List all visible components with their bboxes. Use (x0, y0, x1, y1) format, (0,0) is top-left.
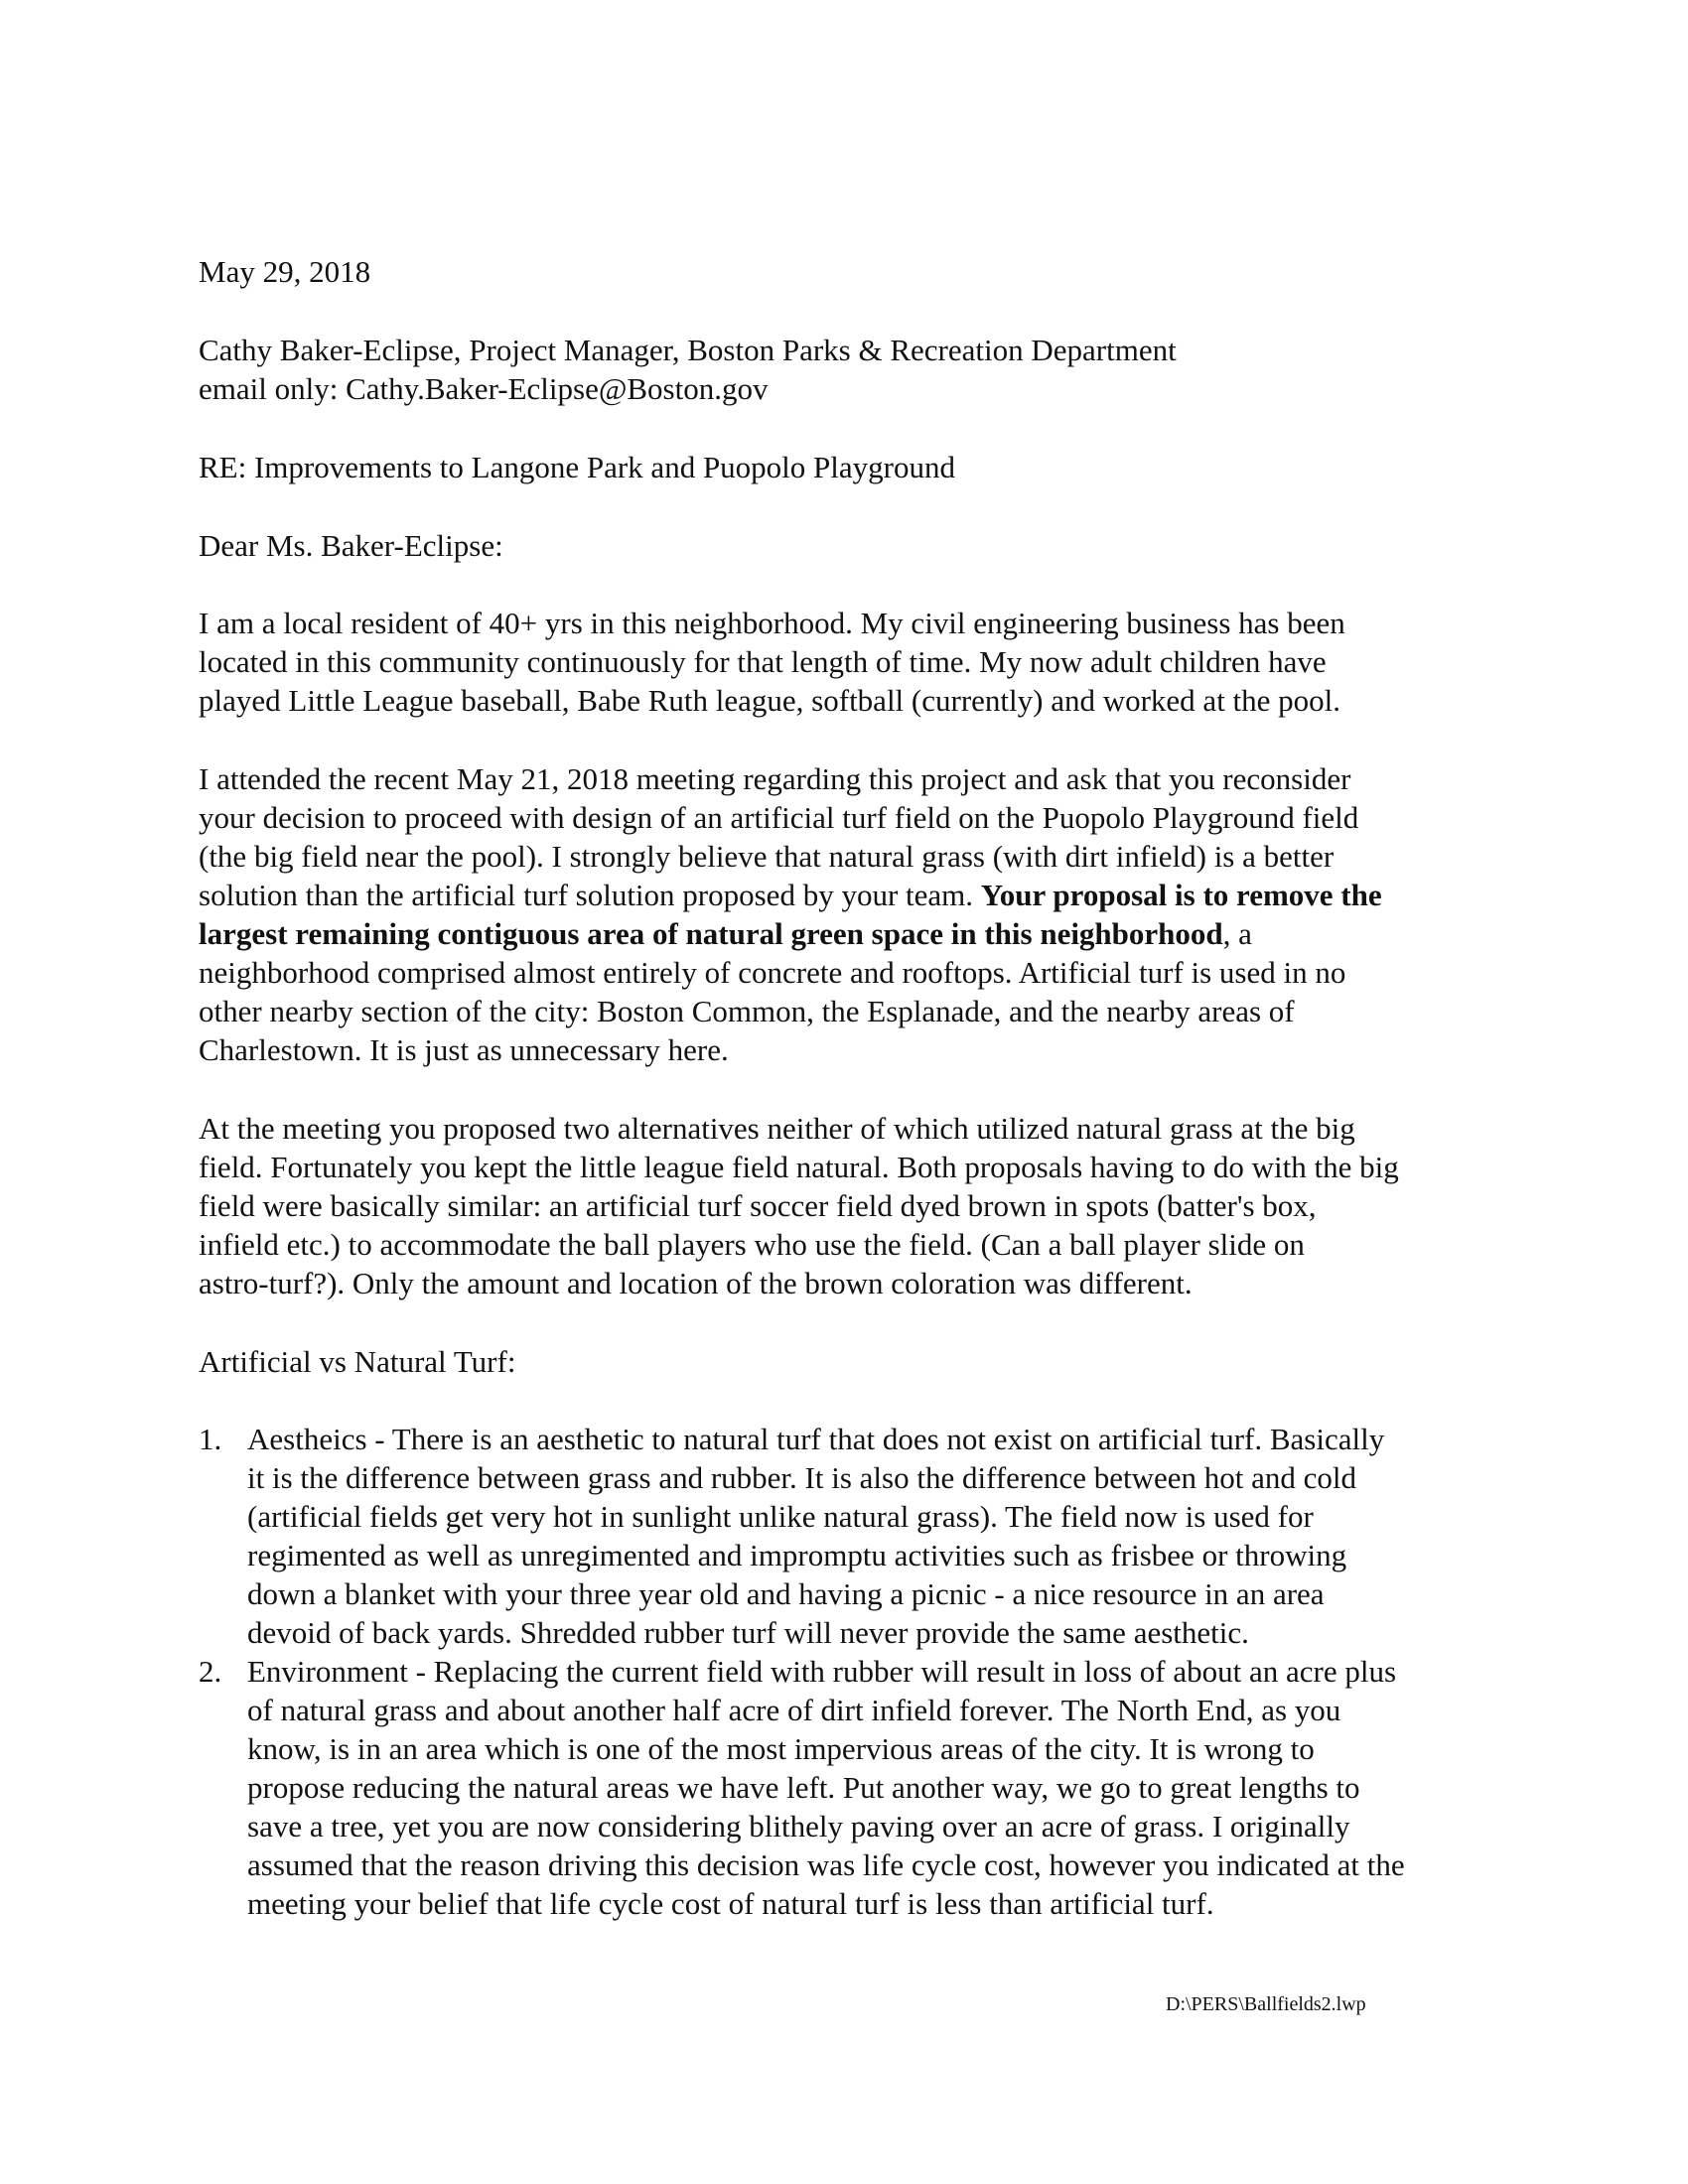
list-line: Environment - Replacing the current field with rubber will result in loss of about an acre plus (247, 1654, 1397, 1689)
paragraph-line: your decision to proceed with design of an artificial turf field on the Puopolo Playground field (199, 800, 1359, 835)
section-heading: Artificial vs Natural Turf: (199, 1344, 516, 1379)
paragraph-line: neighborhood comprised almost entirely of concrete and rooftops. Artificial turf is used in no (199, 955, 1346, 990)
list-line: meeting your belief that life cycle cost of natural turf is less than artificial turf. (247, 1886, 1214, 1921)
plain-text: solution than the artificial turf solution proposed by your team. (199, 878, 981, 912)
paragraph-line: I am a local resident of 40+ yrs in this neighborhood. My civil engineering business has been (199, 606, 1345, 640)
paragraph-line (199, 876, 1499, 914)
paragraph-line: Charlestown. It is just as unnecessary here. (199, 1032, 729, 1067)
paragraph-line (199, 914, 1499, 953)
paragraph-line: field were basically similar: an artificial turf soccer field dyed brown in spots (batter's box, (199, 1188, 1317, 1223)
paragraph-line: field. Fortunately you kept the little league field natural. Both proposals having to do with the big (199, 1150, 1399, 1184)
paragraph-line: infield etc.) to accommodate the ball players who use the field. (Can a ball player slide on (199, 1227, 1305, 1262)
letter-date: May 29, 2018 (199, 254, 371, 289)
paragraph-meeting (199, 759, 1499, 1069)
salutation: Dear Ms. Baker-Eclipse: (199, 528, 503, 563)
list-item (199, 1652, 1499, 1923)
subject-line: RE: Improvements to Langone Park and Puopolo Playground (199, 450, 955, 484)
list-line: propose reducing the natural areas we have left. Put another way, we go to great lengths to (247, 1770, 1360, 1805)
list-line: regimented as well as unregimented and impromptu activities such as frisbee or throwing (247, 1538, 1347, 1572)
emphasis-text: largest remaining contiguous area of natural green space in this neighborhood (199, 916, 1223, 951)
list-line: of natural grass and about another half acre of dirt infield forever. The North End, as you (247, 1693, 1341, 1727)
list-number: 1. (199, 1422, 222, 1456)
numbered-list (199, 1420, 1499, 1923)
list-line: know, is in an area which is one of the most impervious areas of the city. It is wrong to (247, 1731, 1315, 1766)
paragraph-intro (199, 604, 1499, 720)
paragraph-line: located in this community continuously for that length of time. My now adult children have (199, 644, 1327, 679)
list-line: assumed that the reason driving this decision was life cycle cost, however you indicated at the (247, 1847, 1405, 1882)
paragraph-line: At the meeting you proposed two alternatives neither of which utilized natural grass at the big (199, 1111, 1355, 1146)
plain-text: , a (1222, 916, 1252, 951)
list-line: Aestheics - There is an aesthetic to natural turf that does not exist on artificial turf. Basically (247, 1422, 1385, 1456)
recipient-name-line: Cathy Baker-Eclipse, Project Manager, Boston Parks & Recreation Department (199, 333, 1177, 367)
list-line: save a tree, yet you are now considering blithely paving over an acre of grass. I originally (247, 1809, 1350, 1843)
paragraph-line: astro-turf?). Only the amount and location of the brown coloration was different. (199, 1266, 1193, 1300)
recipient-block (199, 331, 1499, 408)
recipient-email-line: email only: Cathy.Baker-Eclipse@Boston.gov (199, 371, 769, 406)
emphasis-text: Your proposal is to remove the (980, 878, 1382, 912)
paragraph-line: (the big field near the pool). I strongly believe that natural grass (with dirt infield) is a better (199, 839, 1335, 874)
list-line: down a blanket with your three year old and having a picnic - a nice resource in an area (247, 1576, 1325, 1611)
list-item (199, 1420, 1499, 1652)
paragraph-line: played Little League baseball, Babe Ruth league, softball (currently) and worked at the pool. (199, 683, 1341, 718)
list-line: it is the difference between grass and rubber. It is also the difference between hot and cold (247, 1460, 1357, 1495)
list-number: 2. (199, 1654, 222, 1689)
file-path-footer: D:\PERS\Ballfields2.lwp (1166, 1993, 1366, 2015)
list-line: devoid of back yards. Shredded rubber turf will never provide the same aesthetic. (247, 1615, 1249, 1650)
paragraph-alternatives (199, 1109, 1499, 1302)
paragraph-line: other nearby section of the city: Boston Common, the Esplanade, and the nearby areas of (199, 994, 1295, 1028)
list-line: (artificial fields get very hot in sunlight unlike natural grass). The field now is used for (247, 1499, 1314, 1534)
paragraph-line: I attended the recent May 21, 2018 meeting regarding this project and ask that you reconsider (199, 761, 1351, 796)
